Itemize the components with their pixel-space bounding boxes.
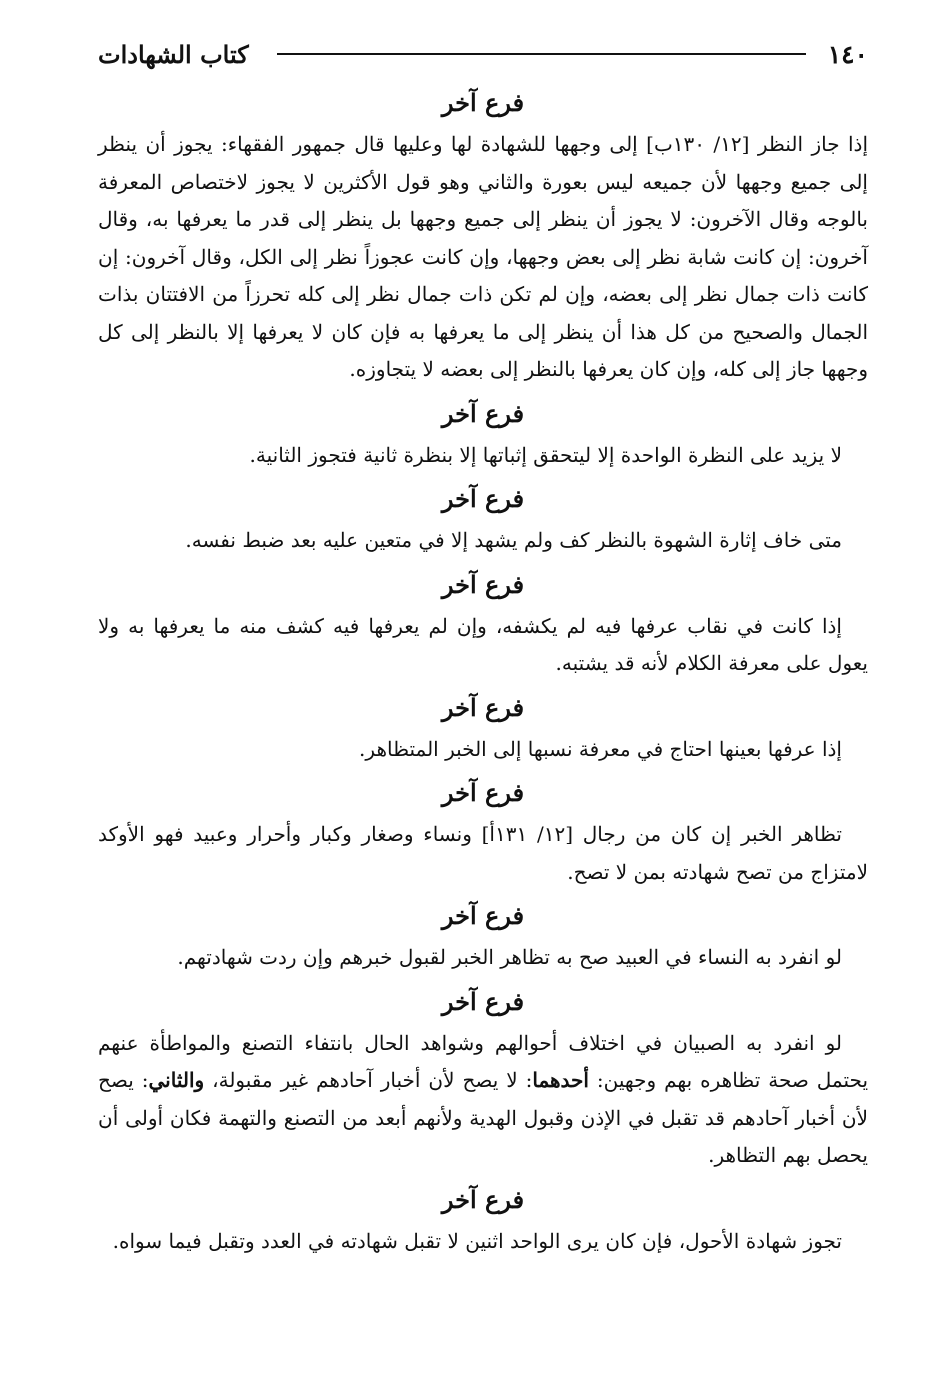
running-title: كتاب الشهادات [98, 39, 249, 69]
section-paragraph: لو انفرد به النساء في العبيد صح به تظاهر الخبر لقبول خبرهم وإن ردت شهادتهم. [177, 945, 842, 969]
section-heading: فرع آخر [441, 398, 525, 428]
section-paragraph: إذا جاز النظر [١٢/ ١٣٠ب] إلى وجهها للشهادة لها وعليها قال جمهور الفقهاء: يجوز أن ينظر إلى جميع وجهها لأن جميعه ليس بعورة والثاني وهو قول الأكثرين لا يجوز لاختصاص المعرفة بالوجه وقال الآخرون: لا يجوز أن ينظر إلى جميع وجهها بل ينظر إلى قدر ما يعرفها به، وقال آخرون: إن كانت شابة نظر إلى بعض وجهها، وإن كانت عجوزاً نظر إلى الكل، وقال آخرون: إن كانت ذات جمال نظر إلى بعضه، وإن لم تكن ذات جمال نظر إلى كله تحرزاً من الافتتان بذات الجمال والصحيح من كل هذا أن ينظر إلى ما يعرفها به فإن كان لا يعرفها إلا بالنظر إلى كل وجهها جاز إلى كله، وإن كان يعرفها بالنظر إلى بعضه لا يتجاوزه. [98, 132, 868, 381]
bold-term: أحدهما [532, 1068, 589, 1092]
section [98, 395, 868, 475]
section [98, 1181, 868, 1261]
header-rule [277, 53, 806, 55]
section [98, 983, 868, 1175]
section-heading: فرع آخر [441, 484, 525, 513]
page-body [98, 84, 868, 1266]
section-heading: فرع آخر [441, 778, 525, 807]
section-paragraph: إذا عرفها بعينها احتاج في معرفة نسبها إلى الخبر المتظاهر. [359, 736, 842, 761]
section-paragraph: إذا كانت في نقاب عرفها فيه لم يكشفه، وإن لم يعرفها فيه كشف منه ما يعرفها به ولا يعول على معرفة الكلام لأنه قد يشتبه. [98, 613, 868, 675]
section [98, 897, 868, 977]
paragraph-text: : يصح لأن أخبار آحادهم قد تقبل في الإذن وقبول الهدية ولأنهم أبعد من التصنع والتهمة فكان أولى أن يحصل بهم التظاهر. [98, 1068, 868, 1167]
section-paragraph: تجوز شهادة الأحول، فإن كان يرى الواحد اثنين لا تقبل شهادته في العدد وتقبل فيما سواه. [112, 1228, 842, 1253]
section-paragraph: لا يزيد على النظرة الواحدة إلا ليتحقق إثباتها إلا بنظرة ثانية فتجوز الثانية. [249, 442, 842, 467]
section [98, 84, 868, 389]
section-paragraph: متى خاف إثارة الشهوة بالنظر كف ولم يشهد إلا في متعين عليه بعد ضبط نفسه. [185, 528, 842, 552]
section [98, 566, 868, 683]
paragraph-text: لو انفرد به الصبيان في اختلاف أحوالهم وشواهد الحال بانتفاء التصنع والمواطأة عنهم يحتمل صحة تظاهره بهم وجهين: [98, 1030, 869, 1092]
section-heading: فرع آخر [441, 692, 525, 722]
section [98, 689, 868, 769]
section-paragraph [98, 1025, 868, 1175]
section-heading: فرع آخر [441, 569, 525, 599]
page-number: ١٤٠ [827, 39, 868, 69]
section-paragraph: تظاهر الخبر إن كان من رجال [١٢/ ١٣١أ] ونساء وصغار وكبار وأحرار وعبيد فهو الأوكد لامتزاج من تصح شهادته بمن لا تصح. [98, 822, 868, 884]
section-heading: فرع آخر [441, 986, 525, 1016]
section-heading: فرع آخر [441, 88, 525, 117]
paragraph-text: : لا يصح لأن أخبار آحادهم غير مقبولة، [212, 1068, 533, 1092]
section-heading: فرع آخر [441, 901, 525, 930]
page-header [98, 36, 868, 72]
section [98, 774, 868, 891]
section-heading: فرع آخر [441, 1184, 525, 1214]
bold-term: والثاني [148, 1068, 205, 1092]
section [98, 480, 868, 560]
